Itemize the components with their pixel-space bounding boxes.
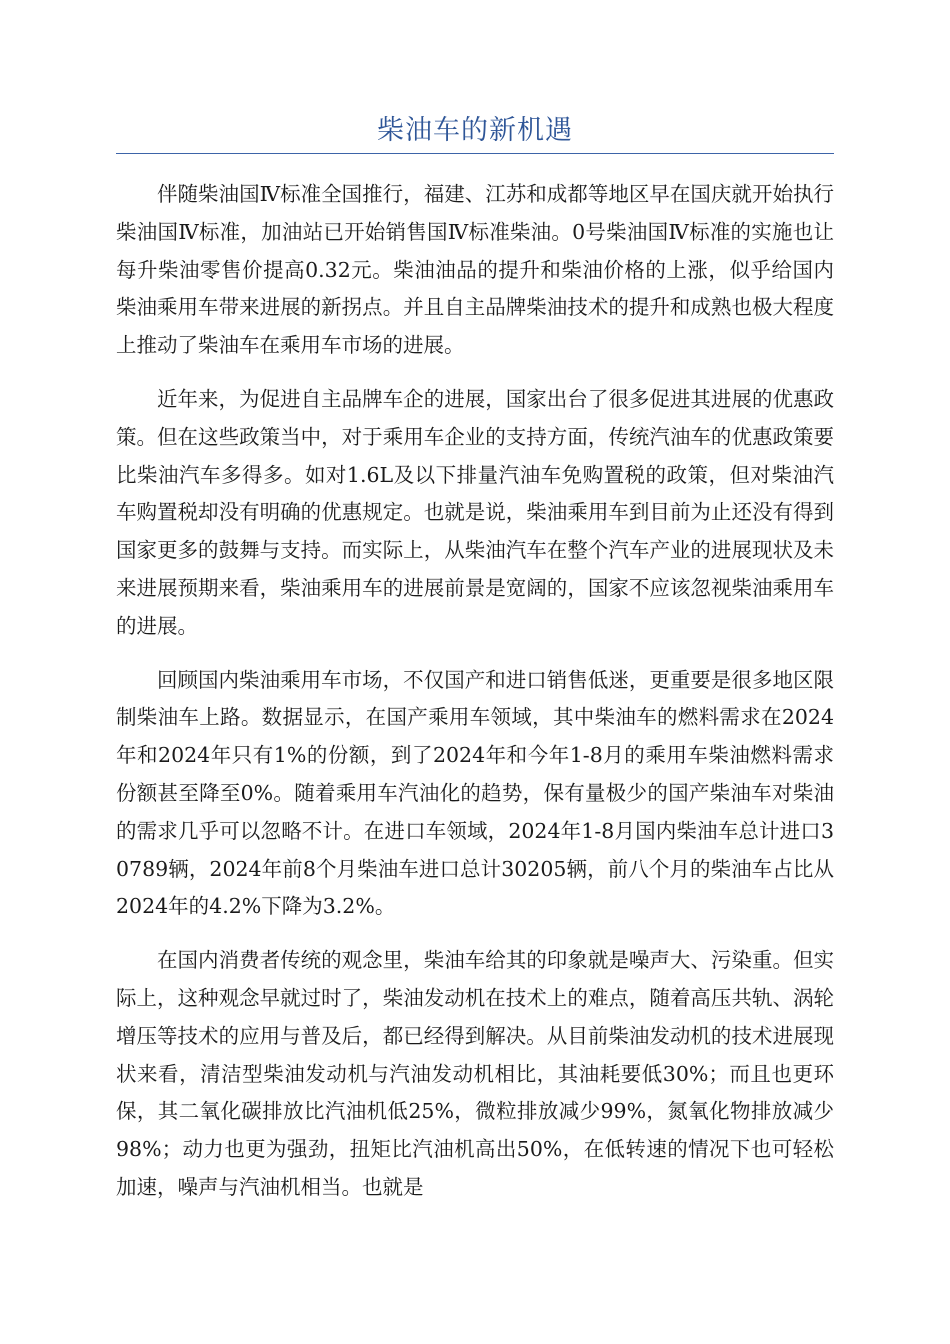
paragraph-3: 回顾国内柴油乘用车市场，不仅国产和进口销售低迷，更重要是很多地区限制柴油车上路。数据显示，在国产乘用车领域，其中柴油车的燃料需求在2024年和2024年只有1%的份额，到了2024年和今年1-8月的乘用车柴油燃料需求份额甚至降至0%。随着乘用车汽油化的趋势，保有量极少的国产柴油车对柴油的需求几乎可以忽略不计。在进口车领域，2024年1-8月国内柴油车总计进口30789辆，2024年前8个月柴油车进口总计30205辆，前八个月的柴油车占比从2024年的4.2%下降为3.2%。 <box>116 667 834 919</box>
document-body <box>116 176 834 1223</box>
paragraph-1: 伴随柴油国Ⅳ标准全国推行，福建、江苏和成都等地区早在国庆就开始执行柴油国Ⅳ标准，加油站已开始销售国Ⅳ标准柴油。0号柴油国Ⅳ标准的实施也让每升柴油零售价提高0.32元。柴油油品的提升和柴油价格的上涨，似乎给国内柴油乘用车带来进展的新拐点。并且自主品牌柴油技术的提升和成熟也极大程度上推动了柴油车在乘用车市场的进展。 <box>116 182 834 358</box>
document-title: 柴油车的新机遇 <box>377 115 573 146</box>
paragraph-2: 近年来，为促进自主品牌车企的进展，国家出台了很多促进其进展的优惠政策。但在这些政策当中，对于乘用车企业的支持方面，传统汽油车的优惠政策要比柴油汽车多得多。如对1.6L及以下排量汽油车免购置税的政策，但对柴油汽车购置税却没有明确的优惠规定。也就是说，柴油乘用车到目前为止还没有得到国家更多的鼓舞与支持。而实际上，从柴油汽车在整个汽车产业的进展现状及未来进展预期来看，柴油乘用车的进展前景是宽阔的，国家不应该忽视柴油乘用车的进展。 <box>116 386 834 638</box>
paragraph-4: 在国内消费者传统的观念里，柴油车给其的印象就是噪声大、污染重。但实际上，这种观念早就过时了，柴油发动机在技术上的难点，随着高压共轨、涡轮增压等技术的应用与普及后，都已经得到解决。从目前柴油发动机的技术进展现状来看，清洁型柴油发动机与汽油发动机相比，其油耗要低30%；而且也更环保，其二氧化碳排放比汽油机低25%，微粒排放减少99%，氮氧化物排放减少98%；动力也更为强劲，扭矩比汽油机高出50%，在低转速的情况下也可轻松加速，噪声与汽油机相当。也就是 <box>116 948 834 1199</box>
title-underline <box>116 153 834 154</box>
